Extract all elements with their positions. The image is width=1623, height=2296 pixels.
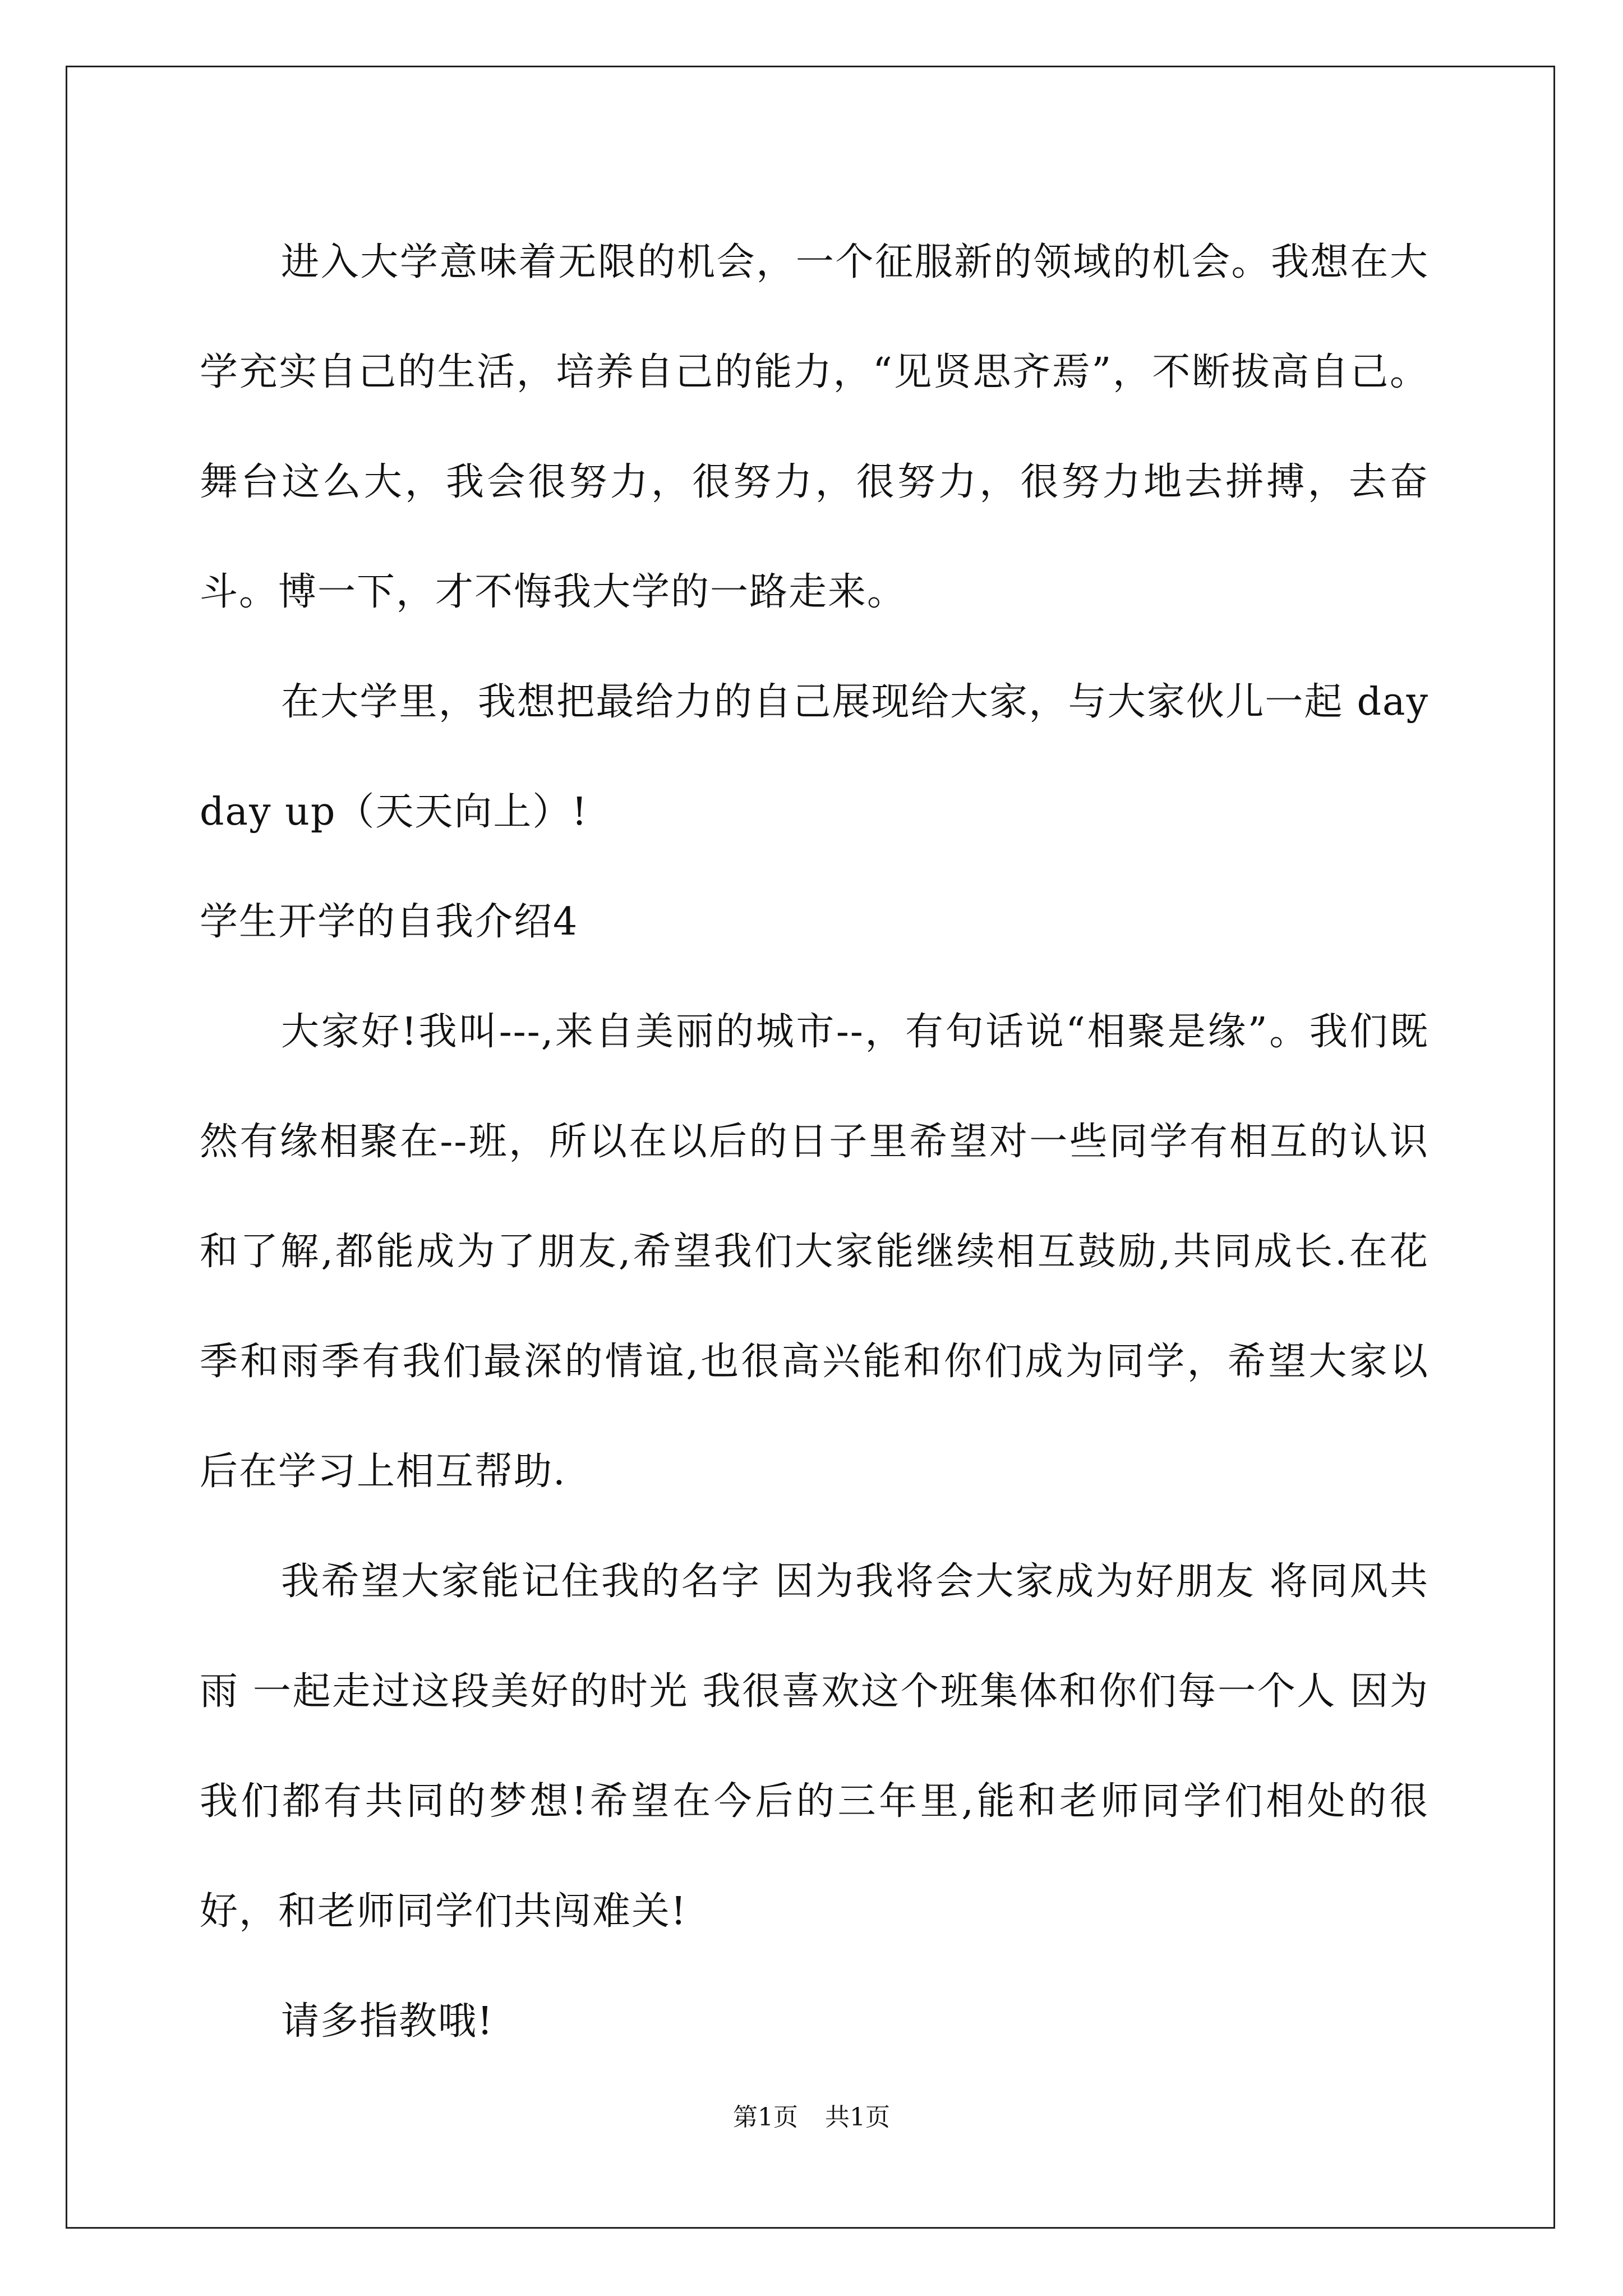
- paragraph-2: 在大学里，我想把最给力的自己展现给大家，与大家伙儿一起 day day up（天天向上）!: [200, 680, 1429, 834]
- paragraph-1: 进入大学意味着无限的机会，一个征服新的领域的机会。我想在大学充实自己的生活，培养自己的能力，“见贤思齐焉”，不断拔高自己。舞台这么大，我会很努力，很努力，很努力，很努力地去拼搏，去奋斗。博一下，才不悔我大学的一路走来。: [200, 240, 1429, 614]
- paragraph-4: 我希望大家能记住我的名字 因为我将会大家成为好朋友 将同风共雨 一起走过这段美好的时光 我很喜欢这个班集体和你们每一个人 因为我们都有共同的梦想!希望在今后的三年里,能和老师同学们相处的很好，和老师同学们共闯难关!: [200, 1559, 1429, 1934]
- paragraph-5: 请多指教哦!: [281, 1999, 494, 2044]
- page-number-total: 共1页: [825, 2103, 890, 2132]
- page-footer: [0, 2101, 1623, 2134]
- document-body: [200, 208, 1429, 2077]
- paragraph-3: 大家好!我叫---,来自美丽的城市--，有句话说“相聚是缘”。我们既然有缘相聚在--班，所以在以后的日子里希望对一些同学有相互的认识和了解,都能成为了朋友,希望我们大家能继续相互鼓励,共同成长.在花季和雨季有我们最深的情谊,也很高兴能和你们成为同学，希望大家以后在学习上相互帮助.: [200, 1010, 1429, 1494]
- section-heading: 学生开学的自我介绍4: [200, 900, 579, 944]
- page-number-current: 第1页: [733, 2103, 798, 2132]
